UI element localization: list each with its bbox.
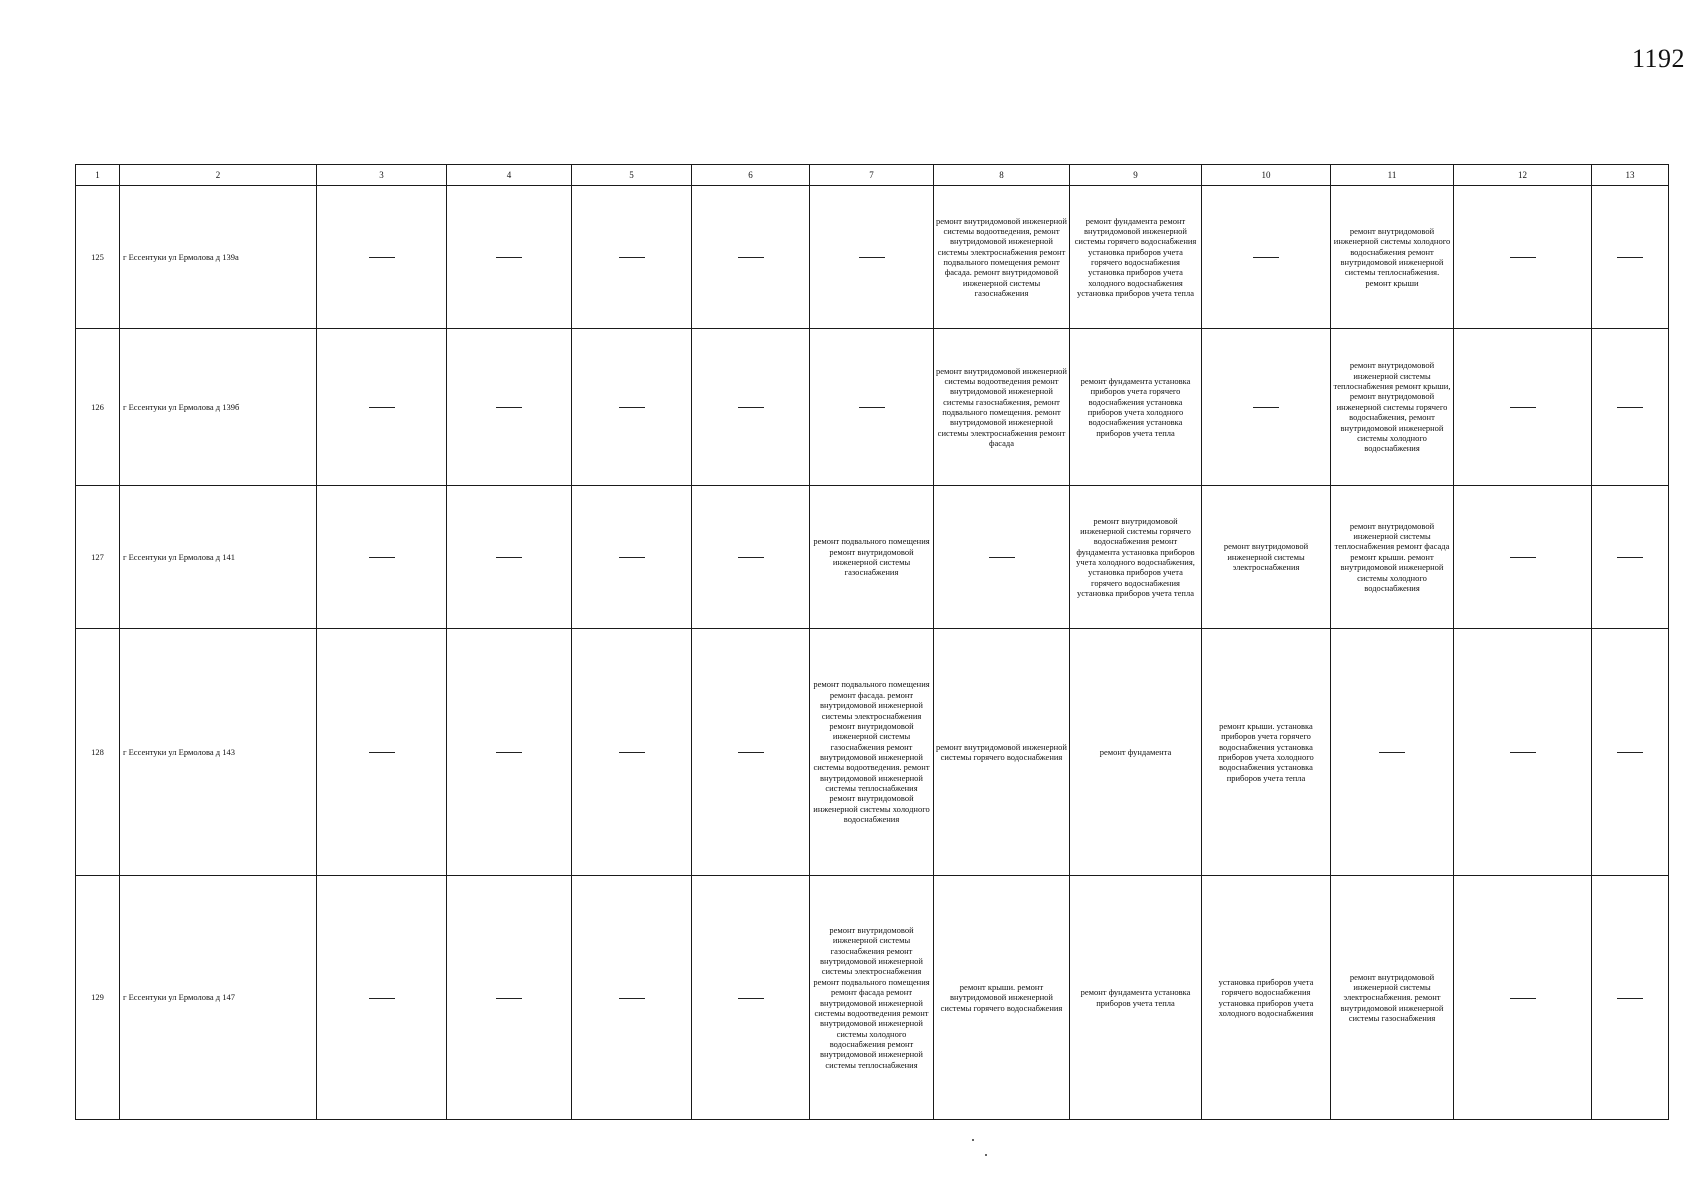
work-cell: ремонт подвального помещения ремонт фасада. ремонт внутридомовой инженерной системы электроснабжения ремонт внутридомовой инженерной системы газоснабжения ремонт внутридомовой инженерной системы водоотведения. ремонт внутридомовой инженерной системы теплоснабжения ремонт внутридомовой инженерной системы холодного водоснабжения (810, 629, 934, 876)
column-header: 1 (76, 165, 120, 186)
row-number: 128 (76, 629, 120, 876)
empty-cell (1454, 186, 1592, 329)
work-cell: ремонт внутридомовой инженерной системы холодного водоснабжения ремонт внутридомовой инженерной системы теплоснабжения. ремонт крыши (1331, 186, 1454, 329)
dash-mark (738, 752, 764, 753)
column-header: 8 (934, 165, 1070, 186)
empty-cell (810, 329, 934, 486)
dash-mark (1617, 557, 1643, 558)
dash-mark (369, 752, 395, 753)
scan-speck (972, 1139, 974, 1141)
column-header: 9 (1070, 165, 1202, 186)
dash-mark (369, 557, 395, 558)
dash-mark (1510, 752, 1536, 753)
row-number: 127 (76, 486, 120, 629)
column-header: 3 (317, 165, 447, 186)
work-cell: ремонт внутридомовой инженерной системы электроснабжения (1202, 486, 1331, 629)
work-cell: ремонт внутридомовой инженерной системы теплоснабжения ремонт крыши, ремонт внутридомовой инженерной системы горячего водоснабжения, ремонт внутридомовой инженерной системы холодного водоснабжения (1331, 329, 1454, 486)
empty-cell (1454, 629, 1592, 876)
empty-cell (1454, 486, 1592, 629)
dash-mark (738, 557, 764, 558)
work-cell: установка приборов учета горячего водоснабжения установка приборов учета холодного водоснабжения (1202, 876, 1331, 1120)
column-number-row (76, 165, 1669, 186)
empty-cell (447, 186, 572, 329)
table-row (76, 186, 1669, 329)
table-row (76, 629, 1669, 876)
table-row (76, 486, 1669, 629)
empty-cell (317, 329, 447, 486)
empty-cell (1592, 186, 1669, 329)
address-cell: г Ессентуки ул Ермолова д 139б (120, 329, 317, 486)
scan-speck (985, 1154, 987, 1156)
dash-mark (738, 998, 764, 999)
empty-cell (572, 329, 692, 486)
empty-cell (1592, 486, 1669, 629)
column-header: 6 (692, 165, 810, 186)
column-header: 2 (120, 165, 317, 186)
dash-mark (859, 407, 885, 408)
empty-cell (572, 486, 692, 629)
empty-cell (810, 186, 934, 329)
work-cell: ремонт внутридомовой инженерной системы теплоснабжения ремонт фасада ремонт крыши. ремонт внутридомовой инженерной системы холодного водоснабжения (1331, 486, 1454, 629)
address-cell: г Ессентуки ул Ермолова д 147 (120, 876, 317, 1120)
row-number: 126 (76, 329, 120, 486)
work-cell: ремонт внутридомовой инженерной системы горячего водоснабжения ремонт фундамента установка приборов учета холодного водоснабжения, установка приборов учета горячего водоснабжения установка приборов учета тепла (1070, 486, 1202, 629)
address-cell: г Ессентуки ул Ермолова д 141 (120, 486, 317, 629)
page-number: 1192 (1631, 44, 1685, 73)
work-cell: ремонт фундамента ремонт внутридомовой инженерной системы горячего водоснабжения установка приборов учета горячего водоснабжения установка приборов учета холодного водоснабжения установка приборов учета тепла (1070, 186, 1202, 329)
dash-mark (1617, 257, 1643, 258)
dash-mark (496, 998, 522, 999)
dash-mark (1253, 407, 1279, 408)
empty-cell (317, 486, 447, 629)
table-row (76, 876, 1669, 1120)
empty-cell (317, 876, 447, 1120)
dash-mark (619, 752, 645, 753)
column-header: 4 (447, 165, 572, 186)
dash-mark (738, 407, 764, 408)
row-number: 129 (76, 876, 120, 1120)
work-cell: ремонт фундамента установка приборов учета тепла (1070, 876, 1202, 1120)
column-header: 5 (572, 165, 692, 186)
column-header: 12 (1454, 165, 1592, 186)
empty-cell (692, 329, 810, 486)
empty-cell (572, 876, 692, 1120)
empty-cell (1331, 629, 1454, 876)
work-cell: ремонт крыши. ремонт внутридомовой инженерной системы горячего водоснабжения (934, 876, 1070, 1120)
dash-mark (859, 257, 885, 258)
dash-mark (1510, 257, 1536, 258)
dash-mark (1617, 752, 1643, 753)
work-cell: ремонт внутридомовой инженерной системы водоотведения, ремонт внутридомовой инженерной системы электроснабжения ремонт подвального помещения ремонт фасада. ремонт внутридомовой инженерной системы газоснабжения (934, 186, 1070, 329)
empty-cell (1592, 876, 1669, 1120)
empty-cell (1454, 876, 1592, 1120)
work-cell: ремонт фундамента (1070, 629, 1202, 876)
work-cell: ремонт внутридомовой инженерной системы газоснабжения ремонт внутридомовой инженерной системы электроснабжения ремонт подвального помещения ремонт фасада ремонт внутридомовой инженерной системы водоотведения ремонт внутридомовой инженерной системы холодного водоснабжения ремонт внутридомовой инженерной системы теплоснабжения (810, 876, 934, 1120)
dash-mark (369, 257, 395, 258)
dash-mark (1617, 998, 1643, 999)
dash-mark (1379, 752, 1405, 753)
dash-mark (619, 257, 645, 258)
empty-cell (447, 876, 572, 1120)
empty-cell (1202, 329, 1331, 486)
empty-cell (692, 186, 810, 329)
work-cell: ремонт внутридомовой инженерной системы горячего водоснабжения (934, 629, 1070, 876)
dash-mark (619, 998, 645, 999)
column-header: 13 (1592, 165, 1669, 186)
work-cell: ремонт внутридомовой инженерной системы электроснабжения. ремонт внутридомовой инженерной системы газоснабжения (1331, 876, 1454, 1120)
column-header: 7 (810, 165, 934, 186)
empty-cell (1454, 329, 1592, 486)
dash-mark (1510, 998, 1536, 999)
empty-cell (447, 329, 572, 486)
address-cell: г Ессентуки ул Ермолова д 143 (120, 629, 317, 876)
empty-cell (447, 629, 572, 876)
dash-mark (1617, 407, 1643, 408)
dash-mark (619, 407, 645, 408)
dash-mark (369, 998, 395, 999)
empty-cell (572, 629, 692, 876)
dash-mark (496, 752, 522, 753)
empty-cell (317, 186, 447, 329)
empty-cell (1202, 186, 1331, 329)
empty-cell (934, 486, 1070, 629)
dash-mark (989, 557, 1015, 558)
work-cell: ремонт фундамента установка приборов учета горячего водоснабжения установка приборов учета холодного водоснабжения установка приборов учета тепла (1070, 329, 1202, 486)
table-row (76, 329, 1669, 486)
dash-mark (496, 407, 522, 408)
column-header: 10 (1202, 165, 1331, 186)
work-cell: ремонт подвального помещения ремонт внутридомовой инженерной системы газоснабжения (810, 486, 934, 629)
empty-cell (692, 629, 810, 876)
empty-cell (572, 186, 692, 329)
dash-mark (496, 557, 522, 558)
work-cell: ремонт внутридомовой инженерной системы водоотведения ремонт внутридомовой инженерной системы газоснабжения, ремонт подвального помещения. ремонт внутридомовой инженерной системы электроснабжения ремонт фасада (934, 329, 1070, 486)
dash-mark (738, 257, 764, 258)
work-cell: ремонт крыши. установка приборов учета горячего водоснабжения установка приборов учета холодного водоснабжения установка приборов учета тепла (1202, 629, 1331, 876)
empty-cell (1592, 329, 1669, 486)
address-cell: г Ессентуки ул Ермолова д 139а (120, 186, 317, 329)
empty-cell (1592, 629, 1669, 876)
empty-cell (317, 629, 447, 876)
dash-mark (1510, 557, 1536, 558)
dash-mark (369, 407, 395, 408)
empty-cell (447, 486, 572, 629)
dash-mark (1510, 407, 1536, 408)
repair-schedule-table (75, 164, 1669, 1120)
dash-mark (496, 257, 522, 258)
row-number: 125 (76, 186, 120, 329)
empty-cell (692, 486, 810, 629)
dash-mark (1253, 257, 1279, 258)
empty-cell (692, 876, 810, 1120)
dash-mark (619, 557, 645, 558)
column-header: 11 (1331, 165, 1454, 186)
